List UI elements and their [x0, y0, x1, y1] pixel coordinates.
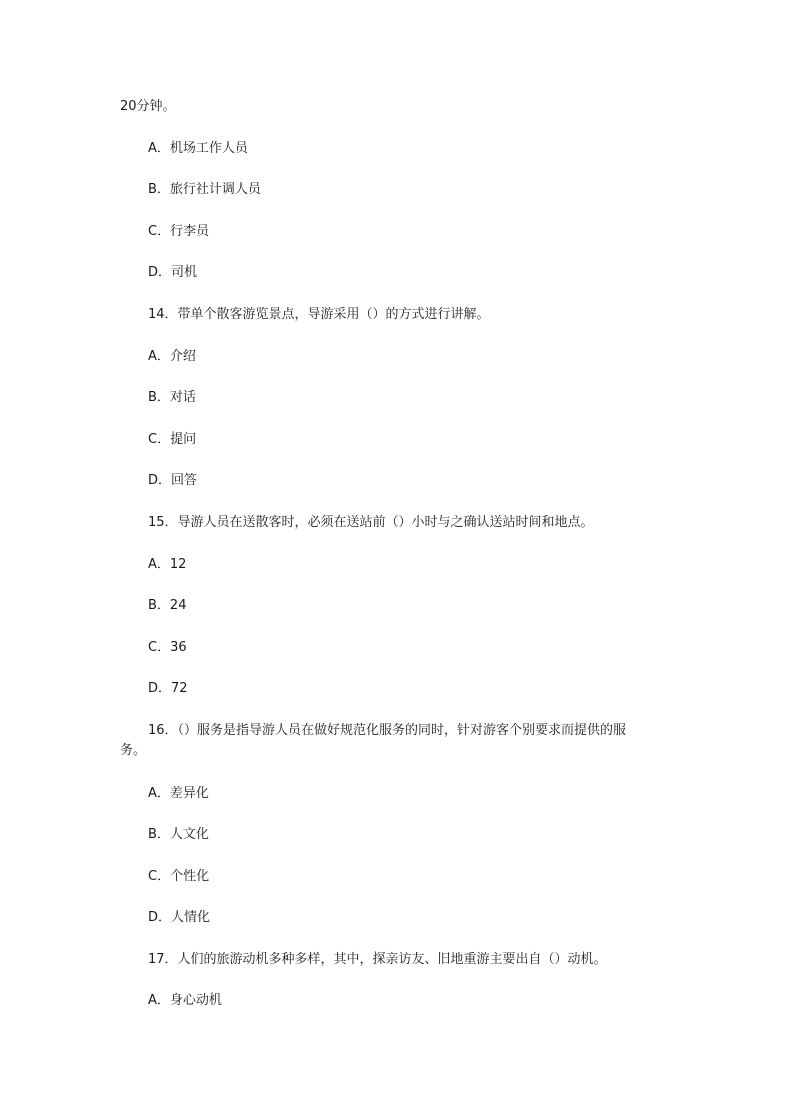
- q15-stem: 15．导游人员在送散客时，必须在送站前（）小时与之确认送站时间和地点。: [148, 515, 594, 530]
- q16-stem-line2: 务。: [120, 743, 147, 758]
- q14-option-b: B．对话: [148, 390, 196, 405]
- q13-option-b: B．旅行社计调人员: [148, 182, 261, 197]
- q16-option-c: C．个性化: [148, 869, 210, 884]
- q16-option-d: D．人情化: [148, 910, 211, 925]
- q16-stem-line1: 16．（）服务是指导游人员在做好规范化服务的同时，针对游客个别要求而提供的服: [148, 723, 627, 738]
- q14-option-c: C．提问: [148, 432, 197, 447]
- q14-option-d: D．回答: [148, 473, 198, 488]
- q16-option-a: A．差异化: [148, 786, 209, 801]
- q13-option-c: C．行李员: [148, 224, 210, 239]
- q13-option-d: D．司机: [148, 265, 198, 280]
- continuation-text: 20分钟。: [120, 99, 176, 114]
- q15-option-d: D．72: [148, 681, 188, 696]
- q15-option-b: B．24: [148, 598, 187, 613]
- q15-option-a: A．12: [148, 557, 187, 572]
- q13-option-a: A．机场工作人员: [148, 141, 248, 156]
- q16-option-b: B．人文化: [148, 827, 209, 842]
- q14-option-a: A．介绍: [148, 349, 196, 364]
- q17-option-a: A．身心动机: [148, 993, 222, 1008]
- q15-option-c: C．36: [148, 640, 187, 655]
- q17-stem: 17．人们的旅游动机多种多样，其中，探亲访友、旧地重游主要出自（）动机。: [148, 952, 607, 967]
- q14-stem: 14．带单个散客游览景点，导游采用（）的方式进行讲解。: [148, 307, 490, 322]
